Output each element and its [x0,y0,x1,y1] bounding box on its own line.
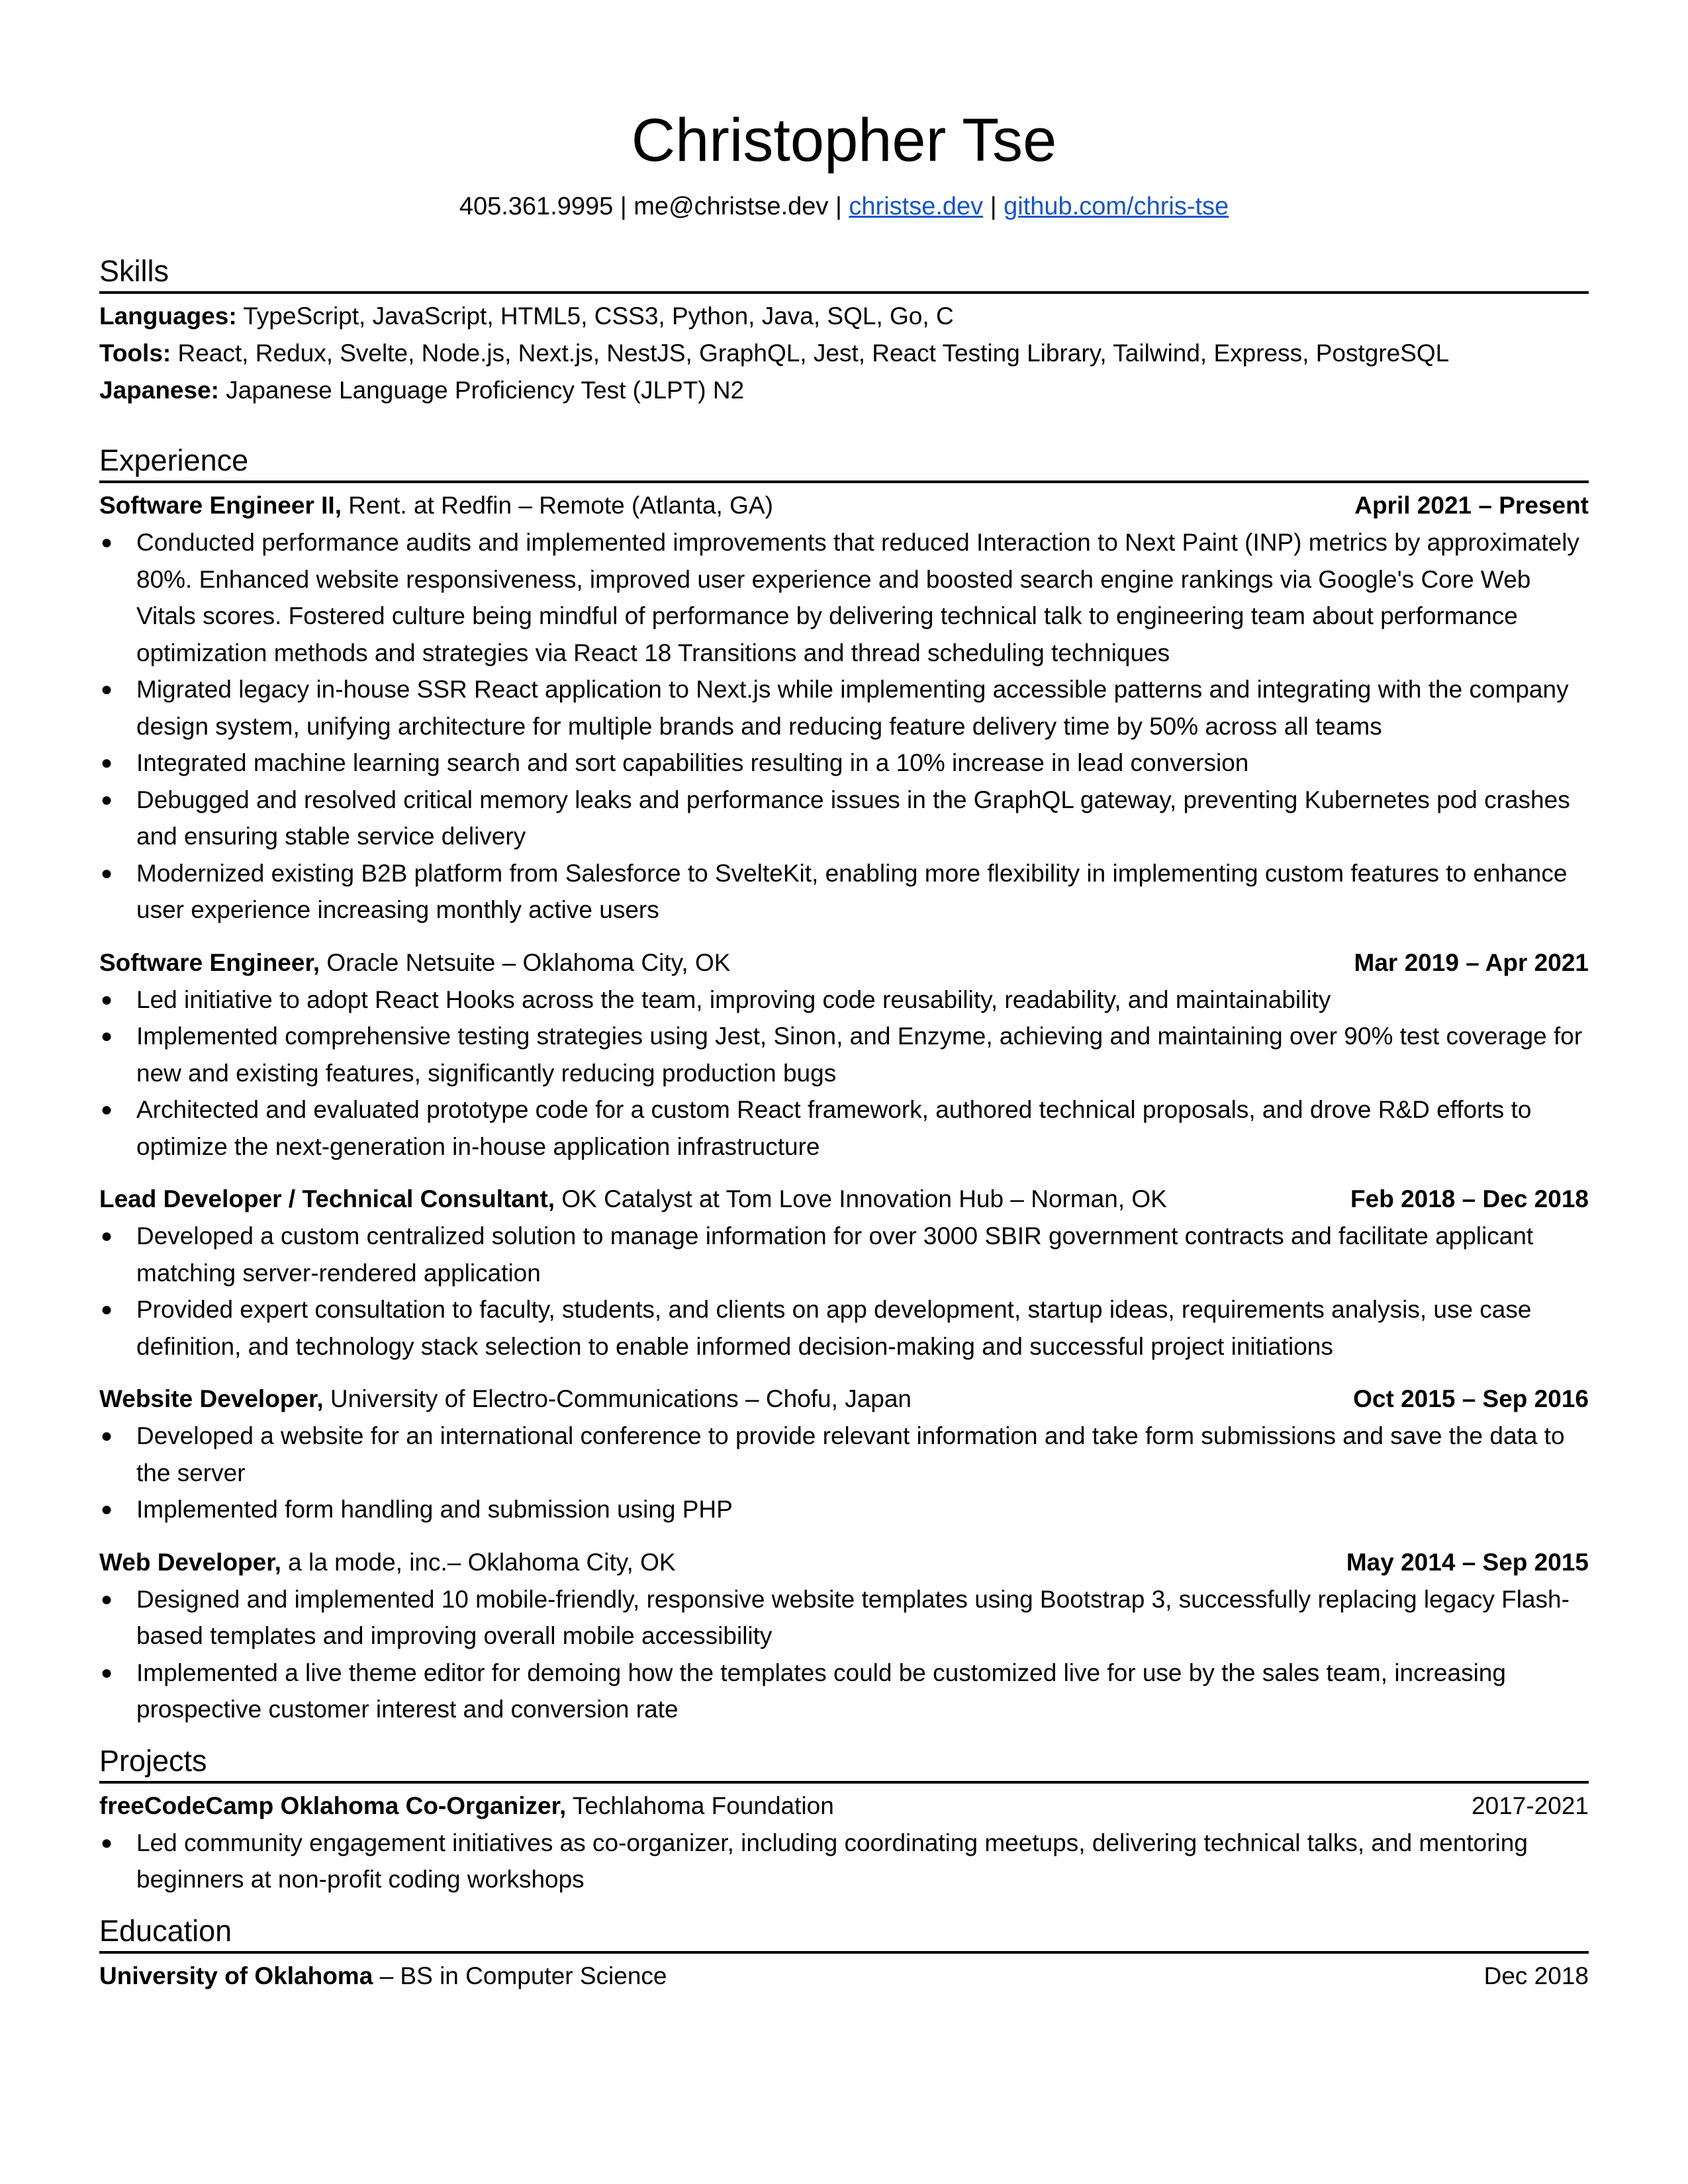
date-range: May 2014 – Sep 2015 [1346,1548,1589,1576]
bullet-icon: ● [101,1298,113,1320]
job-role: Website Developer, [99,1385,324,1412]
entry [99,944,1589,1165]
bullet-text: Debugged and resolved critical memory leaks and performance issues in the GraphQL gateway, preventing Kubernetes pod crashes and ensuring stable service delivery [136,786,1570,850]
bullet-icon: ● [101,1831,113,1854]
bullet-text: Implemented comprehensive testing strategies using Jest, Sinon, and Enzyme, achieving and maintaining over 90% test coverage for new and existing features, significantly reducing production bugs [136,1023,1583,1087]
separator: | [828,193,849,220]
contact-line [99,188,1589,225]
bullet-icon: ● [101,788,113,811]
section-title-skills: Skills [99,251,1589,294]
entry-title [99,944,730,981]
organization: Techlahoma Foundation [566,1792,834,1819]
bullet-text: Conducted performance audits and implemented improvements that reduced Interaction to Next Paint (INP) metrics by approximately 80%. Enhanced website responsiveness, improved user experience and boosted search engine rankings via Google's Core Web Vitals scores. Fostered culture being mindful of performance by delivering technical talk to engineering team about performance optimization methods and strategies via React 18 Transitions and thread scheduling techniques [136,529,1579,666]
projects-list [99,1788,1589,1898]
section-title-education: Education [99,1911,1589,1954]
section-title-experience: Experience [99,441,1589,483]
separator: | [983,193,1004,220]
bullet-text: Migrated legacy in-house SSR React application to Next.js while implementing accessible patterns and integrating with the company design system, unifying architecture for multiple brands and reducing feature delivery time by 50% across all teams [136,676,1569,740]
date-range: April 2021 – Present [1354,492,1589,519]
bullet-text: Implemented a live theme editor for demoing how the templates could be customized live for use by the sales team, increasing prospective customer interest and conversion rate [136,1659,1506,1723]
entry-header [99,1544,1589,1581]
bullet-icon: ● [101,988,113,1011]
bullet-item [99,1218,1589,1291]
bullet-item [99,1091,1589,1165]
job-role: Software Engineer, [99,948,320,976]
bullet-item [99,1655,1589,1728]
education-entry [99,1958,1589,1995]
job-role: Lead Developer / Technical Consultant, [99,1185,555,1212]
skills-section [99,251,1589,409]
education-title [99,1958,667,1995]
bullet-item [99,1825,1589,1898]
skill-label: Tools: [99,340,171,367]
bullet-item [99,981,1589,1019]
entry [99,1381,1589,1528]
bullet-text: Led community engagement initiatives as co-organizer, including coordinating meetups, delivering technical talks, and mentoring beginners at non-profit coding workshops [136,1829,1528,1893]
bullet-item [99,855,1589,929]
phone-number: 405.361.9995 [459,193,614,220]
skill-value: React, Redux, Svelte, Node.js, Next.js, NestJS, GraphQL, Jest, React Testing Library, Tailwind, Express, PostgreSQL [171,340,1450,367]
section-title-projects: Projects [99,1741,1589,1784]
date-range: Feb 2018 – Dec 2018 [1350,1185,1589,1212]
projects-section [99,1741,1589,1898]
bullet-item [99,745,1589,782]
entry-header [99,1788,1589,1825]
organization: a la mode, inc.– Oklahoma City, OK [281,1548,676,1576]
skill-label: Japanese: [99,377,219,404]
entry [99,487,1589,929]
bullet-text: Led initiative to adopt React Hooks across the team, improving code reusability, readability, and maintainability [136,985,1331,1013]
experience-list [99,487,1589,1728]
resume-content [99,99,1589,1995]
date-range: 2017-2021 [1472,1792,1589,1819]
bullet-text: Modernized existing B2B platform from Salesforce to SvelteKit, enabling more flexibility in implementing custom features to enhance user experience increasing monthly active users [136,859,1568,923]
graduation-date: Dec 2018 [1483,1962,1589,1989]
bullet-list [99,1825,1589,1898]
bullet-icon: ● [101,1225,113,1247]
email-address: me@christse.dev [633,193,829,220]
experience-section [99,441,1589,1728]
bullet-list [99,524,1589,929]
bullet-item [99,671,1589,745]
entry-header [99,1381,1589,1418]
job-role: Web Developer, [99,1548,281,1576]
bullet-item [99,782,1589,855]
bullet-icon: ● [101,1661,113,1684]
bullet-list [99,1581,1589,1728]
bullet-item [99,1291,1589,1365]
bullet-icon: ● [101,1498,113,1520]
bullet-text: Implemented form handling and submission using PHP [136,1496,733,1523]
skill-label: Languages: [99,302,237,330]
bullet-text: Designed and implemented 10 mobile-friendly, responsive website templates using Bootstrap 3, successfully replacing legacy Flash-based templates and improving overall mobile accessibility [136,1585,1570,1649]
entry-title [99,1381,912,1418]
separator: | [613,193,634,220]
bullet-text: Developed a website for an international conference to provide relevant information and take form submissions and save the data to the server [136,1422,1565,1486]
date-range: Oct 2015 – Sep 2016 [1353,1385,1589,1412]
bullet-icon: ● [101,1025,113,1047]
bullet-item [99,524,1589,671]
bullet-icon: ● [101,531,113,553]
bullet-list [99,1418,1589,1528]
bullet-item [99,1491,1589,1528]
bullet-icon: ● [101,1099,113,1120]
bullet-item [99,1418,1589,1491]
entry-title [99,1544,676,1581]
github-link[interactable]: github.com/chris-tse [1004,193,1229,220]
bullet-item [99,1018,1589,1091]
degree: – BS in Computer Science [373,1962,667,1989]
entry-header [99,487,1589,524]
organization: OK Catalyst at Tom Love Innovation Hub – Norman, OK [555,1185,1167,1212]
school-name: University of Oklahoma [99,1962,373,1989]
page-title: Christopher Tse [631,107,1057,174]
entry-header [99,944,1589,981]
bullet-text: Provided expert consultation to faculty, students, and clients on app development, startup ideas, requirements analysis, use case definition, and technology stack selection to enable informed decision-making and successful project initiations [136,1296,1532,1360]
skill-value: Japanese Language Proficiency Test (JLPT) N2 [219,377,745,404]
bullet-icon: ● [101,752,113,774]
entry [99,1788,1589,1898]
bullet-text: Architected and evaluated prototype code for a custom React framework, authored technical proposals, and drove R&D efforts to optimize the next-generation in-house application infrastructure [136,1096,1532,1160]
education-list [99,1958,1589,1995]
bullet-text: Developed a custom centralized solution to manage information for over 3000 SBIR government contracts and facilitate applicant matching server-rendered application [136,1222,1534,1287]
date-range: Mar 2019 – Apr 2021 [1354,948,1589,976]
bullet-list [99,981,1589,1165]
organization: Rent. at Redfin – Remote (Atlanta, GA) [341,492,773,519]
bullet-item [99,1581,1589,1655]
job-role: Software Engineer II, [99,492,342,519]
project-role: freeCodeCamp Oklahoma Co-Organizer, [99,1792,567,1819]
website-link[interactable]: christse.dev [849,193,984,220]
bullet-icon: ● [101,678,113,700]
entry-title [99,1788,834,1825]
education-section [99,1911,1589,1995]
organization: Oracle Netsuite – Oklahoma City, OK [320,948,731,976]
skill-value: TypeScript, JavaScript, HTML5, CSS3, Python, Java, SQL, Go, C [236,302,954,330]
entry-title [99,487,773,524]
skill-line [99,298,1589,335]
entry-header [99,1181,1589,1218]
bullet-icon: ● [101,1425,113,1447]
bullet-icon: ● [101,862,113,884]
entry [99,1544,1589,1728]
bullet-text: Integrated machine learning search and sort capabilities resulting in a 10% increase in lead conversion [136,749,1249,776]
skill-line [99,335,1589,372]
bullet-icon: ● [101,1588,113,1610]
organization: University of Electro-Communications – Chofu, Japan [323,1385,912,1412]
skills-list [99,298,1589,409]
entry [99,1181,1589,1365]
skill-line [99,372,1589,409]
bullet-list [99,1218,1589,1365]
entry-title [99,1181,1167,1218]
